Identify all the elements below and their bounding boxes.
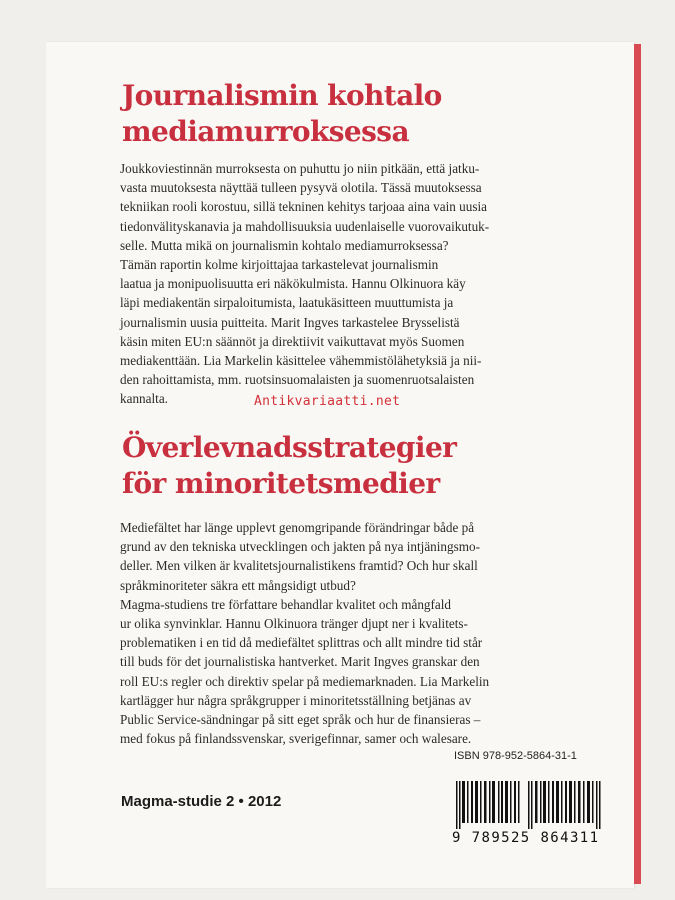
swedish-heading: [122, 430, 612, 502]
isbn-label: ISBN 978-952-5864-31-1: [454, 750, 577, 762]
finnish-heading: [122, 78, 612, 150]
ean-digits: 9 789525 864311: [452, 830, 600, 846]
watermark-text: Antikvariaatti.net: [254, 394, 401, 409]
finnish-heading-line2: mediamurroksessa: [122, 115, 410, 148]
finnish-body-text: Joukkoviestinnän murroksesta on puhuttu jo niin pitkään, että jatku- vasta muutoksesta näyttää tulleen pysyvä olotila. Tässä muutoksessa tekniikan rooli korostuu, sillä tekninen kehitys tarjoaa aina vain uusia tiedonvälityskanavia ja mahdollisuuksia uudenlaiselle vuorovaikutuk- selle. Mutta mikä on journalismin kohtalo mediamurroksessa? Tämän raportin kolme kirjoittajaa tarkastelevat journalismin laatua ja monipuolisuutta eri näkökulmista. Hannu Olkinuora käy läpi mediakentän sirpaloitumista, laatukäsitteen muuttumista ja journalismin uusia puitteita. Marit Ingves tarkastelee Brysselistä käsin miten EU:n säännöt ja direktiivit vaikuttavat myös Suomen mediakenttään. Lia Markelin käsittelee vähemmistölähetyksiä ja nii- den rahoittamista, mm. ruotsinsuomalaisten ja suomenruotsalaisten kannalta.: [120, 161, 490, 407]
swedish-heading-line1: Överlevnadsstrategier: [122, 431, 457, 464]
cover-spine-edge: [634, 44, 641, 884]
series-label: Magma-studie 2 • 2012: [121, 793, 282, 810]
swedish-heading-line2: för minoritetsmedier: [122, 467, 440, 500]
barcode-graphic: [448, 781, 616, 829]
finnish-heading-line1: Journalismin kohtalo: [122, 79, 442, 112]
swedish-body-text: Mediefältet har länge upplevt genomgripande förändringar både på grund av den tekniska utvecklingen och jakten på nya intjäningsmo- deller. Men vilken är kvalitetsjournalistikens framtid? Och hur skall språkminoriteter säkra ett mångsidigt utbud? Magma-studiens tre författare behandlar kvalitet och mångfald ur olika synvinklar. Hannu Olkinuora tränger djupt ner i kvalitets- problematiken i en tid då mediefältet splittras och allt mindre tid står till buds för det journalistiska hantverket. Marit Ingves granskar den roll EU:s regler och direktiv spelar på mediemarknaden. Lia Markelin kartlägger hur några språkgrupper i minoritetsställning betjänas av Public Service-sändningar på sitt eget språk och hur de finansieras – med fokus på finlandssvenskar, sverigefinnar, samer och walesare.: [120, 520, 490, 747]
